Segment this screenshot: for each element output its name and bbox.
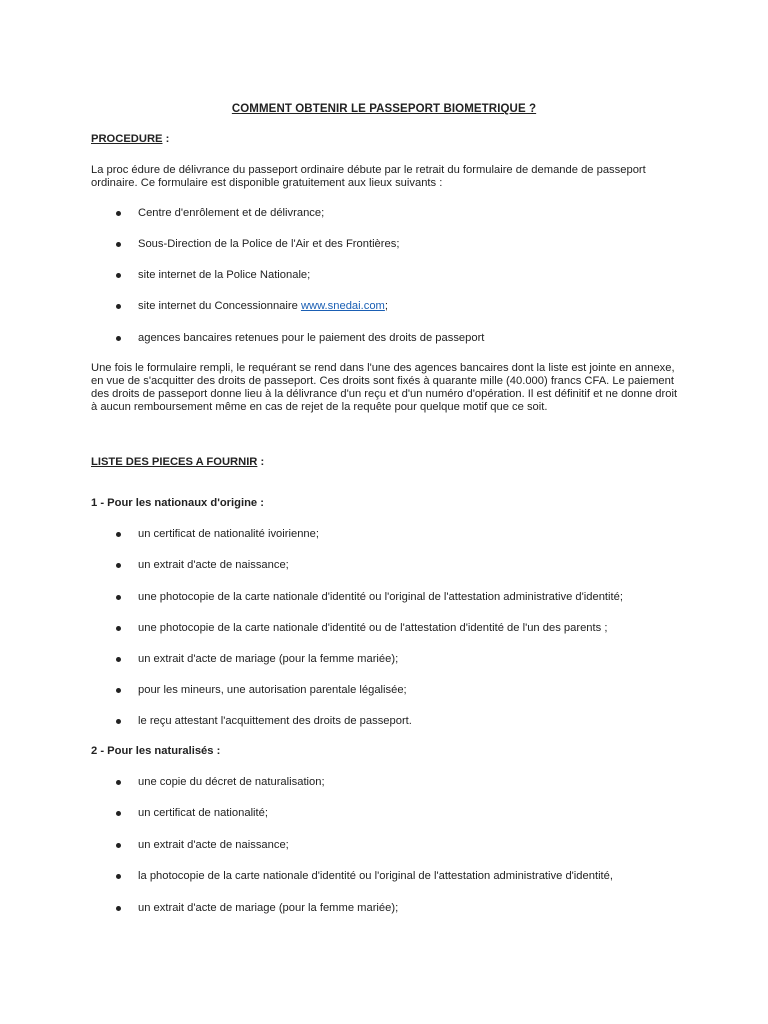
pieces-heading-text: LISTE DES PIECES A FOURNIR: [91, 456, 258, 468]
bullet-icon: [116, 242, 121, 247]
bullet-icon: [116, 304, 121, 309]
bullet-icon: [116, 532, 121, 537]
bullet-icon: [116, 811, 121, 816]
bullet-icon: [116, 563, 121, 568]
bullet-icon: [116, 906, 121, 911]
bullet-icon: [116, 874, 121, 879]
procedure-heading: [91, 133, 169, 146]
bullet-icon: [116, 626, 121, 631]
bullet-icon: [116, 273, 121, 278]
concessionnaire-label: site internet du Concessionnaire: [138, 300, 301, 312]
bullet-icon: [116, 688, 121, 693]
section2-heading: 2 - Pour les naturalisés :: [91, 745, 221, 757]
bullet-icon: [116, 843, 121, 848]
document-page: COMMENT OBTENIR LE PASSEPORT BIOMETRIQUE ? PROCEDURE : La proc édure de délivrance du passeport ordinaire débute par le retrait du formulaire de demande de passeport ordinaire. Ce formulaire est disponible gratuitement aux lieux suivants : Centre d'enrôlement et de délivrance; Sous-Direction de la Police de l'Air et des Frontières; site internet de la Police Nationale; site internet du Concessionnaire www.snedai.com; agences bancaires retenues pour le paiement des droits de passeport Une fois le formulaire rempli, le requérant se rend dans l'une des agences bancaires dont la liste est jointe en annexe, en vue de s'acquitter des droits de passeport. Ces droits sont fixés à quarante mille (40.000) francs CFA. Le paiement des droits de passeport donne lieu à la délivrance d'un reçu et d'un numéro d'opération. Il est définitif et ne donne droit à aucun remboursement même en cas de rejet de la requête pour quelque motif que ce soit. LISTE DES PIECES A FOURNIR : 1 - Pour les nationaux d'origine : un certificat de nationalité ivoirienne; un extrait d'acte de naissance; une photocopie de la carte nationale d'identité ou l'original de l'attestation administrative d'identité; une photocopie de la carte nationale d'identité ou de l'attestation d'identité de l'un des parents ; un extrait d'acte de mariage (pour la femme mariée); pour les mineurs, une autorisation parentale légalisée; le reçu attestant l'acquittement des droits de passeport. 2 - Pour les naturalisés : une copie du décret de naturalisation; un certificat de nationalité; un extrait d'acte de naissance; la photocopie de la carte nationale d'identité ou l'original de l'attestation administrative d'identité, un extrait d'acte de mariage (pour la femme mariée);: [0, 0, 768, 1024]
procedure-heading-text: PROCEDURE: [91, 133, 163, 145]
bullet-icon: [116, 211, 121, 216]
pieces-heading-colon: :: [257, 456, 265, 468]
procedure-intro: La proc édure de délivrance du passeport ordinaire débute par le retrait du formulaire de demande de passeport ordinaire. Ce formulaire est disponible gratuitement aux lieux suivants :: [91, 164, 646, 189]
bullet-icon: [116, 595, 121, 600]
bullet-icon: [116, 657, 121, 662]
link-suffix: ;: [384, 300, 388, 312]
bullet-icon: [116, 780, 121, 785]
pieces-heading: [91, 456, 264, 469]
snedai-link[interactable]: www.snedai.com: [300, 300, 385, 312]
bullet-icon: [116, 719, 121, 724]
procedure-heading-colon: :: [162, 133, 170, 145]
bullet-icon: [116, 336, 121, 341]
document-title: COMMENT OBTENIR LE PASSEPORT BIOMETRIQUE ?: [231, 103, 537, 115]
section1-heading: 1 - Pour les nationaux d'origine :: [91, 497, 264, 509]
payment-paragraph: Une fois le formulaire rempli, le requérant se rend dans l'une des agences bancaires dont la liste est jointe en annexe, en vue de s'acquitter des droits de passeport. Ces droits sont fixés à quarante mille (40.000) francs CFA. Le paiement des droits de passeport donne lieu à la délivrance d'un reçu et d'un numéro d'opération. Il est définitif et ne donne droit à aucun remboursement même en cas de rejet de la requête pour quelque motif que ce soit.: [91, 362, 678, 413]
